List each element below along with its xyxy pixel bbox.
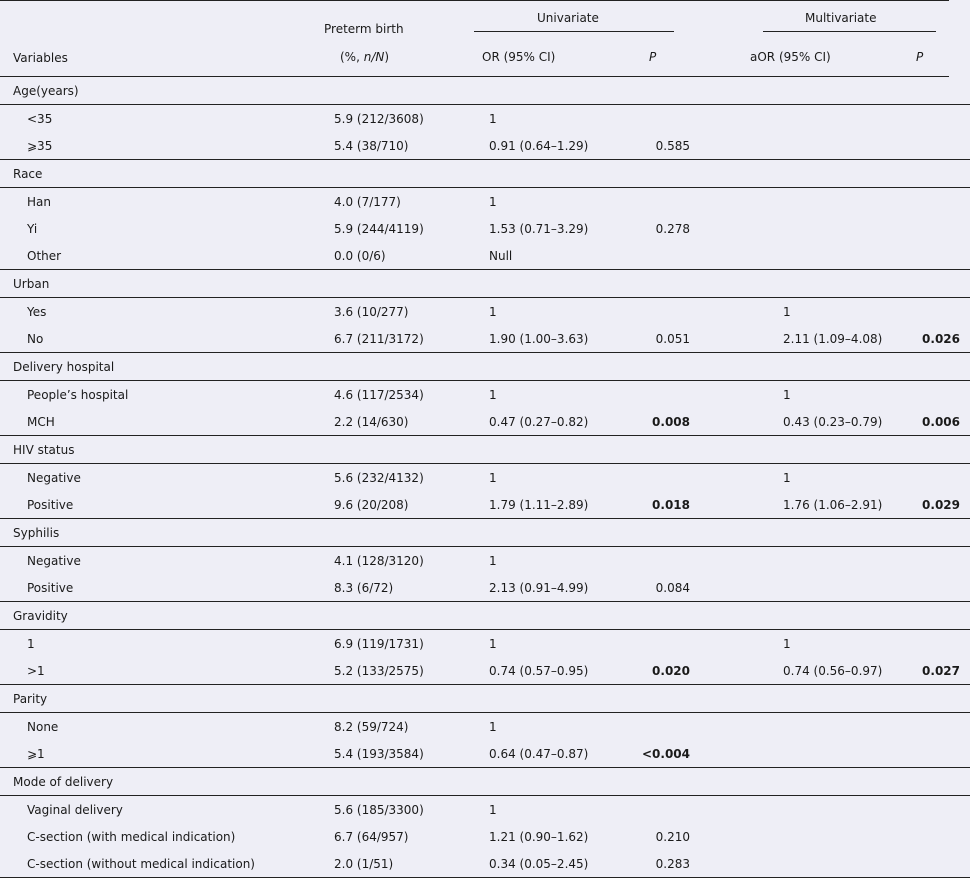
group-row bbox=[0, 160, 970, 188]
row-label: Negative bbox=[27, 470, 81, 485]
aor-cell bbox=[720, 713, 885, 741]
row-label: Yes bbox=[27, 304, 47, 319]
table-row bbox=[0, 657, 970, 685]
row-label: Positive bbox=[0, 491, 331, 519]
p-value-cell: 0.051 bbox=[617, 325, 720, 353]
row-label: Delivery hospital bbox=[0, 353, 331, 381]
p-value-cell: 0.018 bbox=[617, 491, 720, 519]
adjusted-p-cell: 0.027 bbox=[885, 657, 970, 685]
preterm-cell: 5.6 (185/3300) bbox=[334, 802, 424, 817]
aor-cell bbox=[720, 850, 885, 878]
p-value-cell bbox=[617, 630, 720, 658]
preterm-cell bbox=[331, 160, 484, 188]
univariate-rule bbox=[474, 31, 674, 32]
aor-cell bbox=[720, 768, 885, 796]
row-label: Urban bbox=[0, 270, 331, 298]
table-header bbox=[0, 0, 949, 77]
or-cell: 0.64 (0.47–0.87) bbox=[484, 740, 617, 768]
preterm-cell: 5.4 (38/710) bbox=[331, 132, 484, 160]
preterm-cell bbox=[331, 602, 484, 630]
adjusted-p-cell bbox=[885, 242, 970, 270]
adjusted-p-cell bbox=[885, 685, 970, 713]
aor-cell: 2.11 (1.09–4.08) bbox=[720, 325, 885, 353]
table-row bbox=[0, 325, 970, 353]
table-row bbox=[0, 105, 970, 133]
adjusted-p-cell bbox=[885, 519, 970, 547]
adjusted-p-cell bbox=[885, 547, 970, 575]
aor-cell bbox=[720, 547, 885, 575]
row-label: C-section (with medical indication) bbox=[27, 829, 236, 844]
aor-cell bbox=[720, 436, 885, 464]
adjusted-p-cell bbox=[885, 132, 970, 160]
aor-cell bbox=[720, 188, 885, 216]
adjusted-p-cell bbox=[885, 768, 970, 796]
table-row bbox=[0, 381, 970, 409]
multivariate-rule bbox=[763, 31, 936, 32]
p-value-cell bbox=[617, 547, 720, 575]
row-label: Positive bbox=[0, 574, 331, 602]
preterm-cell bbox=[331, 436, 484, 464]
adjusted-p-cell bbox=[885, 464, 970, 492]
adjusted-p-cell bbox=[885, 215, 970, 242]
table-row bbox=[0, 408, 970, 436]
or-cell: 1 bbox=[489, 194, 497, 209]
row-label: Race bbox=[0, 160, 331, 188]
table-row bbox=[0, 823, 970, 850]
adjusted-p-cell bbox=[885, 796, 970, 824]
p-value-cell bbox=[617, 685, 720, 713]
or-cell bbox=[484, 77, 617, 105]
multivariate-header: Multivariate bbox=[805, 11, 877, 25]
aor-cell bbox=[720, 823, 885, 850]
p-value-cell bbox=[617, 768, 720, 796]
p-value-cell bbox=[617, 353, 720, 381]
or-cell: 1 bbox=[489, 304, 497, 319]
row-label: >1 bbox=[0, 657, 331, 685]
preterm-cell: 6.9 (119/1731) bbox=[334, 636, 424, 651]
or-cell: 1 bbox=[489, 387, 497, 402]
aor-cell: 0.43 (0.23–0.79) bbox=[720, 408, 885, 436]
row-label: HIV status bbox=[0, 436, 331, 464]
or-cell: 1 bbox=[489, 636, 497, 651]
group-row bbox=[0, 768, 970, 796]
p-header: P bbox=[649, 50, 657, 64]
p-value-cell: 0.210 bbox=[655, 829, 690, 844]
adjusted-p-cell bbox=[885, 188, 970, 216]
p-value-cell bbox=[617, 464, 720, 492]
or-cell: 1 bbox=[489, 111, 497, 126]
p-value-cell: 0.585 bbox=[617, 132, 720, 160]
preterm-cell: 6.7 (211/3172) bbox=[331, 325, 484, 353]
row-label: Negative bbox=[27, 553, 81, 568]
table-row bbox=[0, 547, 970, 575]
row-label: 1 bbox=[27, 636, 35, 651]
adjusted-p-cell bbox=[885, 160, 970, 188]
row-label: Parity bbox=[0, 685, 331, 713]
preterm-cell: 5.2 (133/2575) bbox=[331, 657, 484, 685]
aor-cell bbox=[720, 353, 885, 381]
or-cell bbox=[484, 160, 617, 188]
or-cell: Null bbox=[484, 242, 617, 270]
group-row bbox=[0, 436, 970, 464]
preterm-cell: 4.0 (7/177) bbox=[334, 194, 401, 209]
preterm-cell: 8.2 (59/724) bbox=[334, 719, 409, 734]
p-value-cell: <0.004 bbox=[617, 740, 720, 768]
p-value-cell bbox=[617, 160, 720, 188]
row-label: No bbox=[0, 325, 331, 353]
p-value-cell bbox=[617, 713, 720, 741]
preterm-cell: 6.7 (64/957) bbox=[334, 829, 409, 844]
aor-cell bbox=[720, 132, 885, 160]
group-row bbox=[0, 270, 970, 298]
preterm-cell: 4.6 (117/2534) bbox=[334, 387, 424, 402]
or-cell bbox=[484, 353, 617, 381]
preterm-subheader: (%, n/N) bbox=[340, 50, 390, 64]
variables-header: Variables bbox=[13, 51, 68, 65]
aor-cell bbox=[720, 796, 885, 824]
preterm-cell: 2.0 (1/51) bbox=[331, 850, 484, 878]
preterm-cell bbox=[331, 270, 484, 298]
adjusted-p-cell bbox=[885, 602, 970, 630]
or-cell bbox=[484, 519, 617, 547]
p-value-cell bbox=[617, 519, 720, 547]
aor-cell: 1 bbox=[783, 387, 791, 402]
or-cell bbox=[484, 270, 617, 298]
or-cell: 1 bbox=[489, 719, 497, 734]
aor-cell bbox=[720, 740, 885, 768]
or-cell: 1.79 (1.11–2.89) bbox=[484, 491, 617, 519]
table-row bbox=[0, 630, 970, 658]
group-row bbox=[0, 353, 970, 381]
aor-cell bbox=[720, 519, 885, 547]
preterm-cell: 8.3 (6/72) bbox=[331, 574, 484, 602]
p-value-cell bbox=[617, 796, 720, 824]
p-value-cell bbox=[617, 188, 720, 216]
aor-cell bbox=[720, 77, 885, 105]
adjusted-p-cell bbox=[885, 574, 970, 602]
preterm-cell bbox=[331, 768, 484, 796]
aor-cell bbox=[720, 602, 885, 630]
table-row bbox=[0, 242, 970, 270]
group-row bbox=[0, 602, 970, 630]
table-row bbox=[0, 574, 970, 602]
row-label: People’s hospital bbox=[27, 387, 129, 402]
row-label: Han bbox=[27, 194, 51, 209]
or-cell: 0.47 (0.27–0.82) bbox=[484, 408, 617, 436]
or-cell: 1.90 (1.00–3.63) bbox=[484, 325, 617, 353]
n-over-n: n/N bbox=[363, 50, 385, 64]
p-value-cell bbox=[617, 77, 720, 105]
aor-cell: 1.76 (1.06–2.91) bbox=[720, 491, 885, 519]
row-label: ⩾1 bbox=[0, 740, 331, 768]
or-cell: 2.13 (0.91–4.99) bbox=[484, 574, 617, 602]
aor-cell bbox=[720, 105, 885, 133]
adjusted-p-cell bbox=[885, 105, 970, 133]
or-cell bbox=[484, 436, 617, 464]
adjusted-p-cell bbox=[885, 713, 970, 741]
or-cell: 0.91 (0.64–1.29) bbox=[484, 132, 617, 160]
table-row bbox=[0, 298, 970, 326]
p-value-cell bbox=[617, 105, 720, 133]
preterm-cell: 9.6 (20/208) bbox=[331, 491, 484, 519]
preterm-header: Preterm birth bbox=[324, 22, 404, 36]
group-row bbox=[0, 685, 970, 713]
aor-cell: 1 bbox=[783, 470, 791, 485]
adjusted-p-header: P bbox=[916, 50, 924, 64]
table-row bbox=[0, 188, 970, 216]
adjusted-p-cell bbox=[885, 353, 970, 381]
p-value-cell: 0.084 bbox=[617, 574, 720, 602]
preterm-cell: 4.1 (128/3120) bbox=[334, 553, 424, 568]
group-row bbox=[0, 77, 970, 105]
aor-cell bbox=[720, 574, 885, 602]
or-cell: 0.74 (0.57–0.95) bbox=[484, 657, 617, 685]
or-cell: 1.21 (0.90–1.62) bbox=[489, 829, 589, 844]
adjusted-p-cell: 0.006 bbox=[885, 408, 970, 436]
row-label: Vaginal delivery bbox=[27, 802, 123, 817]
adjusted-p-cell bbox=[885, 436, 970, 464]
row-label: C-section (without medical indication) bbox=[0, 850, 331, 878]
row-label: ⩾35 bbox=[0, 132, 331, 160]
p-value-cell bbox=[617, 436, 720, 464]
adjusted-p-cell bbox=[885, 630, 970, 658]
or-cell: 1.53 (0.71–3.29) bbox=[489, 221, 589, 236]
adjusted-p-cell bbox=[885, 740, 970, 768]
preterm-cell bbox=[331, 685, 484, 713]
p-value-cell: 0.283 bbox=[617, 850, 720, 878]
univariate-header: Univariate bbox=[537, 11, 599, 25]
or-header: OR (95% CI) bbox=[482, 50, 556, 64]
row-label: Yi bbox=[27, 221, 38, 236]
table-row bbox=[0, 215, 970, 242]
aor-cell: 0.74 (0.56–0.97) bbox=[720, 657, 885, 685]
preterm-cell: 0.0 (0/6) bbox=[331, 242, 484, 270]
or-cell: 1 bbox=[489, 802, 497, 817]
preterm-cell: 5.9 (244/4119) bbox=[334, 221, 424, 236]
preterm-cell bbox=[331, 353, 484, 381]
table-row bbox=[0, 796, 970, 824]
row-label: Age(years) bbox=[0, 77, 331, 105]
or-cell bbox=[484, 685, 617, 713]
adjusted-p-cell bbox=[885, 298, 970, 326]
p-value-cell bbox=[617, 381, 720, 409]
adjusted-p-cell bbox=[885, 850, 970, 878]
table-row bbox=[0, 491, 970, 519]
adjusted-p-cell bbox=[885, 823, 970, 850]
row-label: Gravidity bbox=[0, 602, 331, 630]
adjusted-p-cell bbox=[885, 270, 970, 298]
p-value-cell: 0.278 bbox=[655, 221, 690, 236]
table-row bbox=[0, 132, 970, 160]
preterm-cell: 2.2 (14/630) bbox=[331, 408, 484, 436]
table-row bbox=[0, 850, 970, 878]
row-label: <35 bbox=[27, 111, 53, 126]
adjusted-p-cell: 0.029 bbox=[885, 491, 970, 519]
table-row bbox=[0, 713, 970, 741]
or-cell: 0.34 (0.05–2.45) bbox=[484, 850, 617, 878]
row-label: Syphilis bbox=[0, 519, 331, 547]
aor-cell bbox=[720, 242, 885, 270]
aor-cell: 1 bbox=[783, 636, 791, 651]
row-label: None bbox=[27, 719, 59, 734]
or-cell: 1 bbox=[489, 470, 497, 485]
adjusted-p-cell: 0.026 bbox=[885, 325, 970, 353]
aor-cell bbox=[720, 160, 885, 188]
aor-cell bbox=[720, 685, 885, 713]
table-row bbox=[0, 740, 970, 768]
row-label: MCH bbox=[0, 408, 331, 436]
p-value-cell bbox=[617, 298, 720, 326]
aor-header: aOR (95% CI) bbox=[750, 50, 831, 64]
p-value-cell bbox=[617, 270, 720, 298]
preterm-cell: 3.6 (10/277) bbox=[334, 304, 409, 319]
or-cell bbox=[484, 602, 617, 630]
row-label: Mode of delivery bbox=[0, 768, 331, 796]
adjusted-p-cell bbox=[885, 381, 970, 409]
table-body bbox=[0, 77, 970, 878]
preterm-cell bbox=[331, 77, 484, 105]
preterm-cell: 5.9 (212/3608) bbox=[334, 111, 424, 126]
p-value-cell bbox=[617, 242, 720, 270]
row-label: Other bbox=[0, 242, 331, 270]
p-value-cell: 0.008 bbox=[617, 408, 720, 436]
p-value-cell bbox=[617, 602, 720, 630]
aor-cell: 1 bbox=[783, 304, 791, 319]
preterm-cell bbox=[331, 519, 484, 547]
or-cell bbox=[484, 768, 617, 796]
table-row bbox=[0, 464, 970, 492]
preterm-cell: 5.6 (232/4132) bbox=[334, 470, 424, 485]
aor-cell bbox=[720, 215, 885, 242]
preterm-cell: 5.4 (193/3584) bbox=[331, 740, 484, 768]
aor-cell bbox=[720, 270, 885, 298]
group-row bbox=[0, 519, 970, 547]
p-value-cell: 0.020 bbox=[617, 657, 720, 685]
or-cell: 1 bbox=[489, 553, 497, 568]
adjusted-p-cell bbox=[885, 77, 970, 105]
